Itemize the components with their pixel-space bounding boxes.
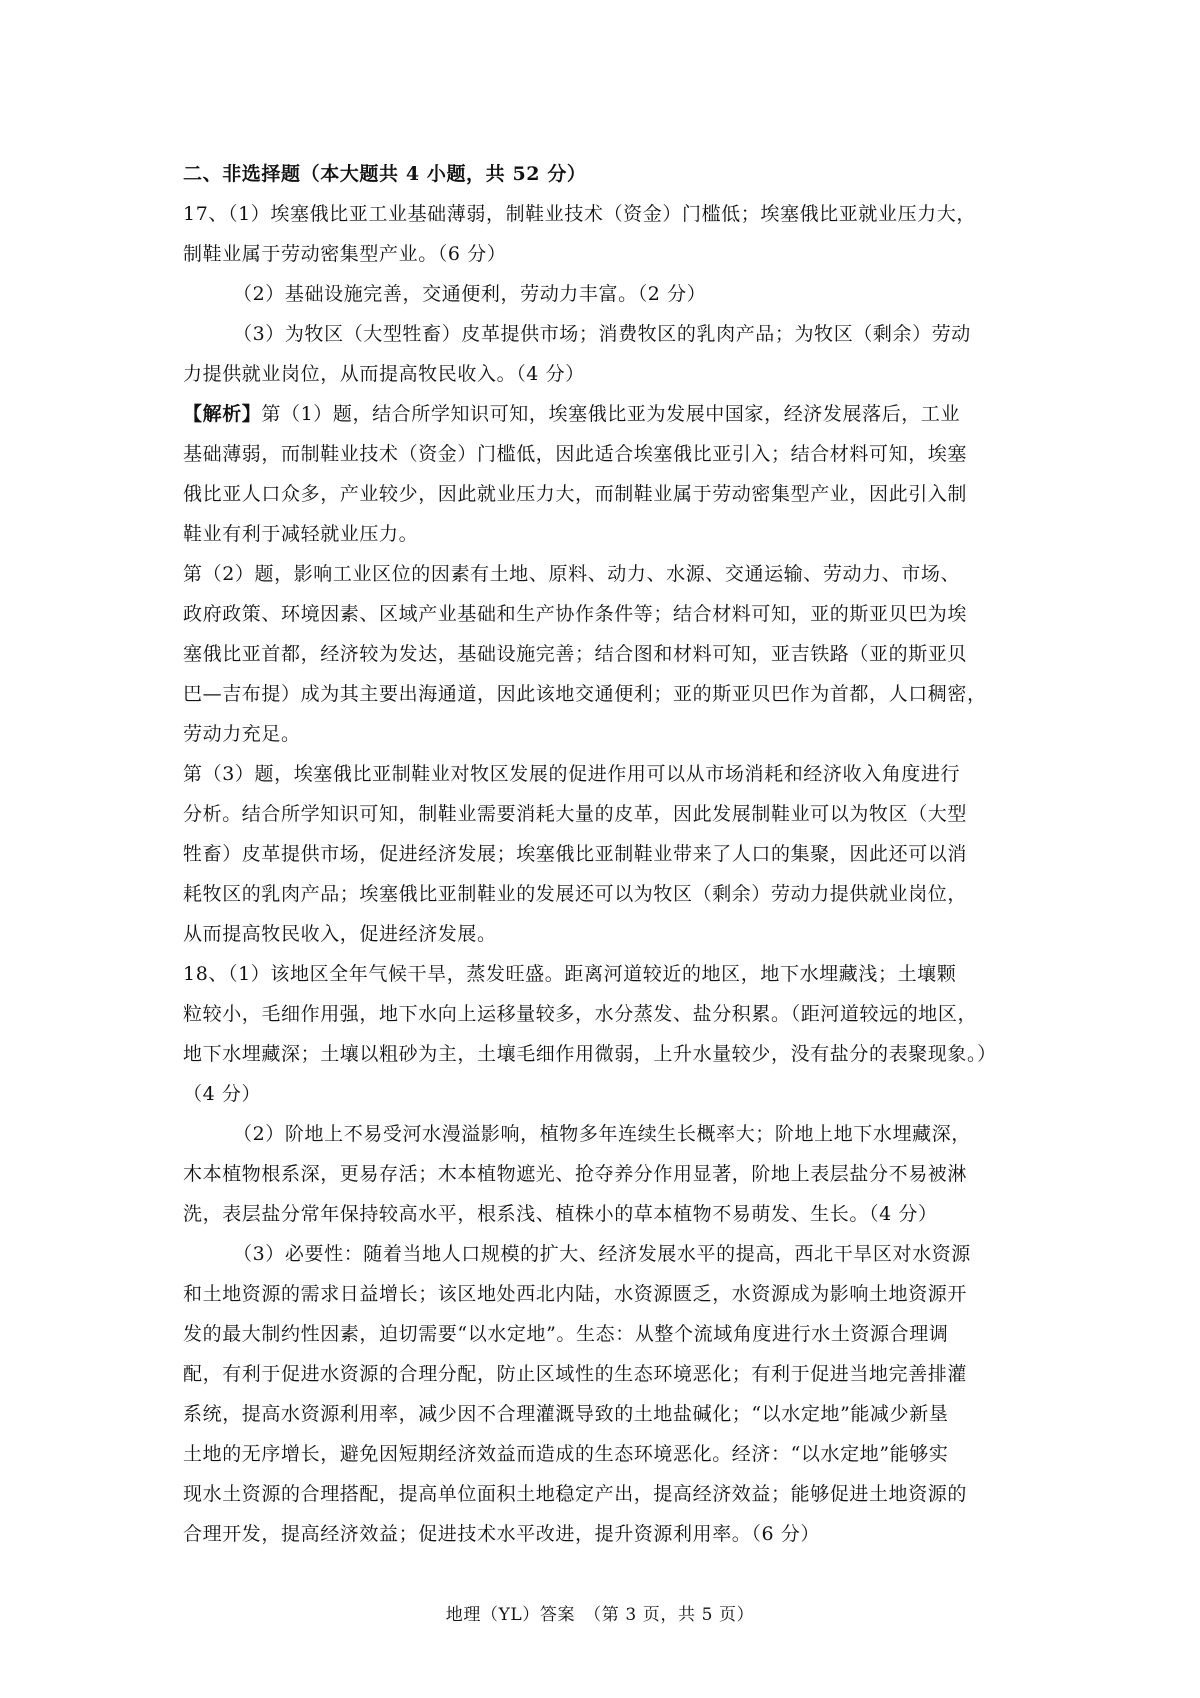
analysis-part3-line3: 牲畜）皮革提供市场，促进经济发展；埃塞俄比亚制鞋业带来了人口的集聚，因此还可以消 <box>183 843 968 865</box>
q18-part3-line8: 合理开发，提高经济效益；促进技术水平改进，提升资源利用率。（6 分） <box>183 1523 821 1545</box>
q18-part3-line2: 和土地资源的需求日益增长；该区地处西北内陆，水资源匮乏，水资源成为影响土地资源开 <box>183 1283 968 1305</box>
q18-part3-line3: 发的最大制约性因素，迫切需要“以水定地”。生态：从整个流域角度进行水土资源合理调 <box>183 1323 949 1345</box>
analysis-part2-line5: 劳动力充足。 <box>183 723 301 745</box>
analysis-part1-line2: 基础薄弱，而制鞋业技术（资金）门槛低，因此适合埃塞俄比亚引入；结合材料可知，埃塞 <box>183 443 968 465</box>
q17-part1-line2: 制鞋业属于劳动密集型产业。（6 分） <box>183 243 507 265</box>
analysis-part2-line4: 巴—吉布提）成为其主要出海通道，因此该地交通便利；亚的斯亚贝巴作为首都，人口稠密， <box>183 683 987 705</box>
analysis-part2-line3: 塞俄比亚首都，经济较为发达，基础设施完善；结合图和材料可知，亚吉铁路（亚的斯亚贝 <box>183 643 968 665</box>
q18-part3-line1: （3）必要性：随着当地人口规模的扩大、经济发展水平的提高，西北干旱区对水资源 <box>233 1243 971 1265</box>
q18-part2-line1: （2）阶地上不易受河水漫溢影响，植物多年连续生长概率大；阶地上地下水埋藏深， <box>233 1123 971 1145</box>
q18-part1-line1: 18、（1）该地区全年气候干旱，蒸发旺盛。距离河道较近的地区，地下水埋藏浅；土壤颗 <box>183 963 957 985</box>
q18-part2-line3: 洗，表层盐分常年保持较高水平，根系浅、植株小的草本植物不易萌发、生长。（4 分） <box>183 1203 938 1225</box>
analysis-part1-text: 第（1）题，结合所学知识可知，埃塞俄比亚为发展中国家，经济发展落后，工业 <box>261 403 961 425</box>
q18-part3-line5: 系统，提高水资源利用率，减少因不合理灌溉导致的土地盐碱化；“以水定地”能减少新垦 <box>183 1403 949 1425</box>
q17-part1-line1: 17、（1）埃塞俄比亚工业基础薄弱，制鞋业技术（资金）门槛低；埃塞俄比亚就业压力大， <box>183 203 976 225</box>
analysis-part1-line1 <box>183 394 1033 434</box>
analysis-part2-line2: 政府政策、环境因素、区域产业基础和生产协作条件等；结合材料可知，亚的斯亚贝巴为埃 <box>183 603 968 625</box>
q18-part1-line4: （4 分） <box>183 1083 262 1105</box>
q18-part2-line2: 木本植物根系深，更易存活；木本植物遮光、抢夺养分作用显著，阶地上表层盐分不易被淋 <box>183 1163 968 1185</box>
analysis-part1-line3: 俄比亚人口众多，产业较少，因此就业压力大，而制鞋业属于劳动密集型产业，因此引入制 <box>183 483 968 505</box>
page-content <box>183 154 1033 1554</box>
page-footer: 地理（YL）答案 （第 3 页，共 5 页） <box>445 1605 755 1625</box>
q17-part3-line1: （3）为牧区（大型牲畜）皮革提供市场；消费牧区的乳肉产品；为牧区（剩余）劳动 <box>233 323 971 345</box>
q18-part1-line2: 粒较小，毛细作用强，地下水向上运移量较多，水分蒸发、盐分积累。（距河道较远的地区， <box>183 1003 978 1025</box>
analysis-part3-line4: 耗牧区的乳肉产品；埃塞俄比亚制鞋业的发展还可以为牧区（剩余）劳动力提供就业岗位， <box>183 883 968 905</box>
q18-part1-line3: 地下水埋藏深；土壤以粗砂为主，土壤毛细作用微弱，上升水量较少，没有盐分的表聚现象。） <box>183 1043 997 1065</box>
section-title: 二、非选择题（本大题共 4 小题，共 52 分） <box>183 163 587 185</box>
q18-part3-line7: 现水土资源的合理搭配，提高单位面积土地稳定产出，提高经济效益；能够促进土地资源的 <box>183 1483 968 1505</box>
q18-part3-line4: 配，有利于促进水资源的合理分配，防止区域性的生态环境恶化；有利于促进当地完善排灌 <box>183 1363 968 1385</box>
analysis-part2-line1: 第（2）题，影响工业区位的因素有土地、原料、动力、水源、交通运输、劳动力、市场、 <box>183 563 961 585</box>
analysis-part1-line4: 鞋业有利于减轻就业压力。 <box>183 523 419 545</box>
analysis-part3-line5: 从而提高牧民收入，促进经济发展。 <box>183 923 497 945</box>
q17-part2: （2）基础设施完善，交通便利，劳动力丰富。（2 分） <box>233 283 707 305</box>
q18-part3-line6: 土地的无序增长，避免因短期经济效益而造成的生态环境恶化。经济：“以水定地”能够实 <box>183 1443 949 1465</box>
analysis-part3-line1: 第（3）题，埃塞俄比亚制鞋业对牧区发展的促进作用可以从市场消耗和经济收入角度进行 <box>183 763 961 785</box>
q17-part3-line2: 力提供就业岗位，从而提高牧民收入。（4 分） <box>183 363 585 385</box>
analysis-label: 【解析】 <box>183 403 262 425</box>
analysis-part3-line2: 分析。结合所学知识可知，制鞋业需要消耗大量的皮革，因此发展制鞋业可以为牧区（大型 <box>183 803 968 825</box>
